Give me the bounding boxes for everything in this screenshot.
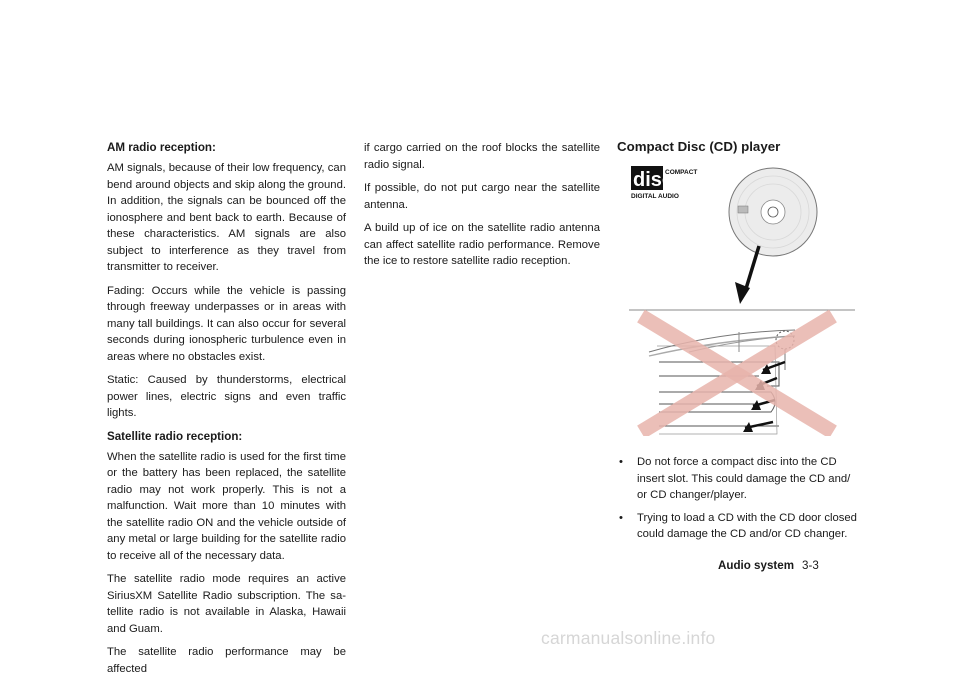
page-footer bbox=[718, 559, 819, 572]
ice-paragraph: A build up of ice on the satellite radio antenna can affect satellite radio performance. Remove the ice to restore satellite radio reception. bbox=[364, 222, 600, 267]
am-signals-paragraph: AM signals, because of their low frequency, can bend around objects and skip along the ground. In addition, the signals can be bounced off the ionosphere and bent back to earth. Because of these characteristics. AM signals are also subject to interference as they travel from transmitter to receiver. bbox=[107, 162, 346, 273]
am-reception-heading: AM radio reception: bbox=[107, 141, 216, 154]
cd-warning-text: Do not force a compact disc into the CD insert slot. This could damage the CD and/ or CD changer/player. bbox=[637, 456, 851, 501]
antenna-paragraph: If possible, do not put cargo near the satellite antenna. bbox=[364, 182, 600, 211]
satellite-reception-heading: Satellite radio reception: bbox=[107, 429, 243, 443]
compact-disc-logo bbox=[631, 166, 697, 200]
cd-disc bbox=[729, 168, 817, 256]
middle-column bbox=[364, 140, 600, 277]
cd-player-title: Compact Disc (CD) player bbox=[617, 139, 781, 154]
site-watermark: carmanualsonline.info bbox=[541, 628, 716, 648]
cargo-paragraph: if cargo carried on the roof blocks the satellite radio signal. bbox=[364, 142, 600, 171]
cd-warning-item bbox=[617, 454, 861, 504]
performance-paragraph: The satellite radio performance may be affected bbox=[107, 646, 346, 675]
static-paragraph: Static: Caused by thunderstorms, electrical power lines, electric signs and even traffic lights. bbox=[107, 374, 346, 419]
cd-warning-text: Trying to load a CD with the CD door closed could damage the CD and/or CD changer. bbox=[637, 511, 857, 540]
insert-arrow bbox=[735, 246, 759, 304]
bullet-dot: • bbox=[619, 511, 623, 524]
subscription-paragraph: The satellite radio mode requires an active SiriusXM Satellite Radio subscription. The sa-tellite radio is not available in Alaska, Hawaii and Guam. bbox=[107, 573, 346, 635]
first-time-paragraph: When the satellite radio is used for the first time or the battery has been replaced, the satellite radio may not work properly. This is not a malfunction. Wait more than 10 minutes with the satellite radio ON and the vehicle outside of any metal or large building for the satellite radio to receive all of the necessary data. bbox=[107, 450, 346, 562]
footer-section-name: Audio system bbox=[718, 559, 795, 572]
cd-warning-list bbox=[617, 454, 861, 543]
left-column bbox=[107, 140, 346, 684]
cd-insertion-illustration bbox=[619, 164, 863, 436]
cd-illustration-svg bbox=[619, 164, 863, 436]
prohibited-x-mark bbox=[641, 316, 833, 432]
logo-compact-text: COMPACT bbox=[665, 169, 698, 176]
page-number: 3-3 bbox=[802, 559, 819, 572]
logo-digital-audio-text: DIGITAL AUDIO bbox=[631, 193, 679, 200]
bullet-dot: • bbox=[619, 456, 623, 468]
cd-warning-item bbox=[617, 510, 861, 543]
logo-disc-text: disc bbox=[633, 169, 674, 191]
right-column bbox=[617, 138, 861, 549]
fading-paragraph: Fading: Occurs while the vehicle is passing through freeway underpasses or in areas with many tall buildings. It can also occur for several seconds during ionospheric turbulence even in areas where no obstacles exist. bbox=[107, 284, 346, 363]
